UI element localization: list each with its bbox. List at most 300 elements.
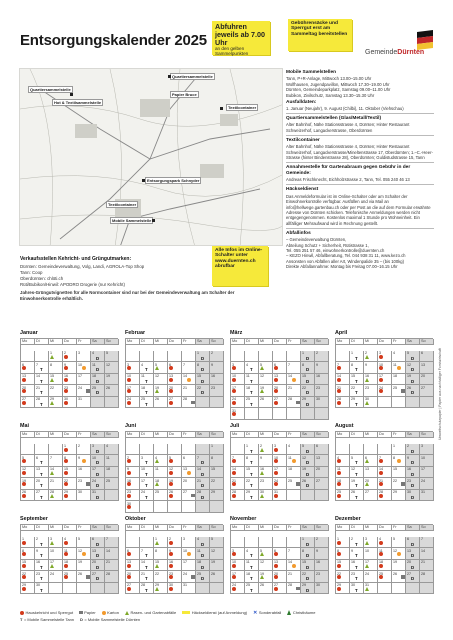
household-waste-marker (64, 552, 68, 556)
mobile-tann-code: T (145, 367, 148, 372)
day-number: 29 (64, 490, 68, 494)
day-cell (210, 351, 224, 363)
day-cell (315, 351, 329, 363)
day-cell (364, 351, 378, 363)
day-number: 20 (316, 467, 320, 471)
logo-text (365, 49, 424, 56)
mobile-tann-code: T (145, 471, 148, 477)
day-number: 26 (22, 490, 26, 494)
day-number: 15 (64, 467, 68, 471)
weekday-header: Mi (49, 339, 63, 345)
day-cell (210, 560, 224, 572)
day-cell (378, 351, 392, 363)
empty-cell (196, 501, 210, 513)
weekday-header: Mi (154, 525, 168, 531)
day-cell (154, 490, 168, 502)
household-waste-marker (337, 401, 341, 405)
day-number: 24 (274, 478, 278, 483)
empty-cell (392, 397, 406, 409)
day-number: 16 (407, 467, 411, 471)
household-waste-marker (169, 575, 173, 579)
day-number: 23 (351, 571, 355, 576)
day-cell (378, 455, 392, 467)
mobile-tann-code: T (250, 401, 253, 407)
month-grid (230, 338, 328, 420)
month-2 (230, 330, 328, 420)
day-cell (378, 374, 392, 386)
household-waste-marker (232, 366, 236, 370)
day-number: 3 (92, 444, 94, 448)
day-cell (168, 548, 182, 560)
day-cell (392, 351, 406, 363)
weekday-header: Fr (392, 525, 406, 531)
household-waste-marker (274, 366, 278, 370)
day-cell (182, 397, 196, 409)
day-number: 16 (169, 560, 173, 564)
day-cell (105, 455, 119, 467)
day-cell (140, 385, 154, 397)
day-cell (392, 560, 406, 572)
mobile-tann-code: T (40, 541, 43, 547)
day-cell (77, 560, 91, 572)
day-cell (105, 571, 119, 583)
day-number: 22 (302, 385, 306, 390)
day-cell (301, 444, 315, 456)
day-cell (231, 571, 245, 583)
day-cell (140, 374, 154, 386)
day-cell (245, 467, 259, 479)
empty-cell (231, 351, 245, 363)
day-number: 22 (64, 478, 68, 483)
mobile-line: Tann, P+R-Anlage, Mittwoch 13.00–15.00 Uhr (286, 76, 372, 82)
household-waste-marker (232, 482, 236, 486)
day-cell (196, 537, 210, 549)
mobile-tann-code: T (145, 494, 148, 500)
day-cell (105, 362, 119, 374)
day-cell (168, 560, 182, 572)
day-cell (315, 467, 329, 479)
household-waste-marker (22, 587, 26, 591)
day-cell (196, 490, 210, 502)
day-cell (287, 385, 301, 397)
household-waste-marker (127, 552, 131, 556)
weekday-header: Mi (49, 525, 63, 531)
green-waste-marker (50, 355, 54, 359)
day-number: 18 (393, 374, 397, 378)
weekday-header: Mi (364, 525, 378, 531)
mobile-tann-code: T (145, 576, 148, 581)
day-number: 27 (421, 385, 425, 390)
day-cell (231, 467, 245, 479)
day-cell (196, 560, 210, 572)
day-cell (301, 385, 315, 397)
day-number: 11 (64, 548, 68, 553)
household-waste-marker (274, 389, 278, 393)
day-number: 23 (407, 478, 411, 483)
day-number: 14 (288, 374, 292, 378)
day-cell (350, 537, 364, 549)
day-number: 30 (365, 397, 369, 401)
paper-marker (86, 482, 90, 486)
household-waste-marker (169, 389, 173, 393)
day-cell (154, 467, 168, 479)
empty-cell (196, 583, 210, 595)
day-number: 7 (141, 548, 143, 553)
day-cell (420, 467, 434, 479)
day-number: 25 (246, 583, 250, 587)
paper-marker (401, 575, 405, 579)
green-waste-marker (365, 401, 369, 405)
day-cell (182, 571, 196, 583)
day-cell (315, 362, 329, 374)
household-waste-marker (169, 564, 173, 568)
day-number: 19 (211, 560, 215, 564)
day-cell (91, 351, 105, 363)
day-cell (63, 444, 77, 456)
household-waste-marker (127, 459, 131, 463)
day-cell (182, 374, 196, 386)
day-cell (182, 583, 196, 595)
day-number: 3 (141, 455, 143, 460)
day-number: 14 (337, 374, 341, 378)
abfall-line: Abteilung Schutz + Sicherheit, Rütistrasse 1, (286, 242, 369, 248)
mobile-duernten-code: D (201, 471, 205, 477)
weekday-header: Fr (182, 525, 196, 531)
day-number: 17 (232, 385, 236, 390)
legend-label: Hauskehricht und Sperrgut (25, 610, 74, 615)
day-number: 9 (211, 362, 213, 367)
day-number: 7 (232, 455, 234, 460)
day-number: 22 (50, 385, 54, 390)
weekday-header: Mo (21, 339, 35, 345)
day-number: 19 (169, 478, 173, 483)
paper-marker (191, 575, 195, 579)
household-waste-marker (22, 471, 26, 475)
empty-cell (259, 408, 273, 420)
day-cell (364, 397, 378, 409)
green-waste-marker (155, 389, 159, 393)
empty-cell (287, 351, 301, 363)
green-waste-marker (50, 401, 54, 405)
day-cell (273, 583, 287, 595)
empty-cell (140, 537, 154, 549)
day-number: 14 (36, 374, 40, 378)
empty-cell (210, 397, 224, 409)
day-number: 3 (379, 351, 381, 355)
day-number: 7 (50, 455, 52, 460)
household-waste-marker (127, 505, 131, 509)
day-number: 10 (421, 455, 425, 460)
day-cell (287, 362, 301, 374)
weekday-header: Fr (392, 339, 406, 345)
weekday-header: Do (273, 525, 287, 531)
day-cell (168, 490, 182, 502)
legend (20, 609, 434, 623)
day-cell (182, 362, 196, 374)
day-cell (315, 374, 329, 386)
day-number: 21 (106, 560, 110, 564)
day-cell (406, 548, 420, 560)
day-cell (63, 385, 77, 397)
day-cell (364, 374, 378, 386)
day-cell (259, 478, 273, 490)
day-cell (420, 537, 434, 549)
weekday-header: Di (350, 525, 364, 531)
month-grid (20, 524, 118, 594)
month-name: September (20, 516, 48, 522)
mobile-duernten-code: D (201, 564, 205, 570)
day-cell (196, 455, 210, 467)
day-cell (168, 583, 182, 595)
day-number: 15 (50, 374, 54, 378)
day-number: 4 (64, 537, 66, 541)
household-waste-marker (232, 575, 236, 579)
day-cell (231, 408, 245, 420)
day-number: 21 (288, 385, 292, 390)
day-cell (49, 560, 63, 572)
legend-label: Papier (84, 610, 96, 615)
day-cell (336, 560, 350, 572)
day-cell (196, 548, 210, 560)
day-number: 28 (288, 397, 292, 401)
day-cell (301, 362, 315, 374)
empty-cell (378, 397, 392, 409)
green-waste-marker (155, 459, 159, 463)
weekday-header: Mo (231, 432, 245, 438)
day-cell (126, 560, 140, 572)
weekday-header: Di (35, 432, 49, 438)
mobile-duernten-code: D (306, 553, 310, 558)
household-waste-marker (337, 378, 341, 382)
day-number: 1 (302, 351, 304, 355)
day-number: 17 (379, 374, 383, 378)
day-number: 28 (50, 490, 54, 494)
day-cell (21, 490, 35, 502)
day-number: 11 (106, 455, 110, 460)
day-cell (126, 478, 140, 490)
cardboard-marker (292, 378, 296, 382)
day-number: 2 (169, 537, 171, 541)
weekday-header: Do (168, 432, 182, 438)
mobile-tann-code: T (250, 471, 253, 477)
day-number: 23 (316, 385, 320, 390)
day-cell (392, 467, 406, 479)
map-label: Entsorgungspark Schnyder (147, 178, 200, 183)
day-cell (196, 478, 210, 490)
tree-swatch-icon (287, 610, 291, 615)
day-cell (77, 362, 91, 374)
day-cell (301, 537, 315, 549)
day-number: 26 (260, 397, 264, 401)
legend-row (20, 609, 434, 616)
map-pin (142, 179, 145, 182)
empty-cell (273, 351, 287, 363)
household-waste-marker (274, 459, 278, 463)
day-cell (378, 362, 392, 374)
day-number: 6 (92, 537, 94, 541)
day-number: 26 (106, 385, 110, 390)
weekday-header: Sa (406, 432, 420, 438)
household-waste-marker (169, 401, 173, 405)
day-cell (273, 397, 287, 409)
day-cell (378, 467, 392, 479)
day-cell (210, 490, 224, 502)
day-cell (63, 467, 77, 479)
day-cell (301, 571, 315, 583)
collection-point-text: an den gelben Sammelpunkten (215, 46, 249, 57)
day-number: 25 (379, 571, 383, 576)
weekday-header: So (315, 525, 329, 531)
empty-cell (63, 583, 77, 595)
textil-heading: Textilcontainer (286, 137, 320, 143)
weekday-header: So (210, 339, 224, 345)
day-number: 12 (260, 560, 264, 564)
weekday-header: Mi (154, 339, 168, 345)
day-cell (35, 455, 49, 467)
divider (286, 113, 434, 114)
household-waste-marker (127, 378, 131, 382)
mobile-duernten-code: D (411, 390, 415, 395)
map-label: Mobile Sammelstelle (112, 218, 152, 223)
weekday-header: Mi (259, 432, 273, 438)
month-11 (335, 516, 433, 594)
day-cell (336, 548, 350, 560)
day-number: 5 (302, 444, 304, 448)
day-number: 21 (197, 478, 201, 483)
day-number: 13 (274, 560, 278, 564)
day-number: 11 (337, 467, 341, 471)
day-number: 5 (351, 455, 353, 460)
day-cell (350, 560, 364, 572)
day-cell (364, 478, 378, 490)
legend-item (287, 610, 315, 615)
day-cell (49, 374, 63, 386)
day-number: 15 (22, 560, 26, 564)
day-cell (91, 537, 105, 549)
weekday-header: Sa (406, 525, 420, 531)
day-cell (105, 351, 119, 363)
day-number: 9 (316, 362, 318, 367)
day-number: 11 (92, 362, 96, 367)
day-number: 12 (155, 374, 159, 378)
day-number: 29 (337, 583, 341, 587)
empty-cell (259, 537, 273, 549)
mobile-tann-code: T (40, 553, 43, 558)
empty-cell (182, 351, 196, 363)
mobile-duernten-code: D (201, 390, 205, 395)
green-waste-marker (50, 541, 54, 545)
day-number: 27 (316, 478, 320, 483)
day-number: 28 (141, 583, 145, 587)
day-cell (301, 397, 315, 409)
mobile-duernten-code: D (96, 460, 100, 465)
day-number: 6 (169, 362, 171, 367)
empty-cell (420, 397, 434, 409)
paper-marker (86, 575, 90, 579)
day-number: 11 (288, 455, 292, 460)
day-cell (231, 548, 245, 560)
day-cell (210, 444, 224, 456)
day-number: 3 (127, 362, 129, 367)
weekday-header: Do (63, 339, 77, 345)
green-waste-marker (155, 564, 159, 568)
household-waste-marker (64, 389, 68, 393)
day-cell (301, 467, 315, 479)
day-number: 20 (421, 374, 425, 378)
day-cell (350, 455, 364, 467)
household-waste-marker (232, 564, 236, 568)
day-number: 8 (22, 548, 24, 553)
mobile-duernten-code: D (411, 494, 415, 500)
empty-cell (182, 444, 196, 456)
green-waste-marker (260, 575, 264, 579)
day-number: 24 (421, 478, 425, 483)
month-grid (230, 524, 328, 594)
weekday-header: Do (168, 525, 182, 531)
day-cell (91, 385, 105, 397)
household-waste-marker (232, 587, 236, 591)
weekday-header: Di (245, 432, 259, 438)
day-number: 8 (302, 548, 304, 553)
month-6 (230, 423, 328, 501)
day-cell (301, 351, 315, 363)
day-cell (63, 351, 77, 363)
empty-cell (315, 490, 329, 502)
day-number: 26 (302, 478, 306, 483)
day-number: 15 (155, 560, 159, 564)
weekday-header: Fr (77, 525, 91, 531)
quartier-text: Alter Bahnhof, Nähe Stationsstrasse 4, Dürnten; Hinter Restaurant Schweizerhof, Langackerstrasse, Oberdürnten (286, 122, 410, 133)
day-cell (406, 490, 420, 502)
day-cell (406, 467, 420, 479)
day-cell (105, 478, 119, 490)
legend-item (20, 617, 74, 622)
day-cell (392, 490, 406, 502)
empty-cell (287, 408, 301, 420)
day-cell (406, 537, 420, 549)
day-number: 22 (211, 478, 215, 483)
mobile-duernten-code: D (306, 355, 310, 361)
weekday-header: Di (35, 525, 49, 531)
day-number: 24 (141, 490, 145, 494)
mobile-tann-code: T (145, 564, 148, 570)
month-grid (335, 524, 433, 594)
day-number: 14 (232, 467, 236, 471)
day-number: 1 (50, 351, 52, 355)
empty-cell (21, 351, 35, 363)
day-number: 21 (232, 478, 236, 483)
day-cell (420, 478, 434, 490)
day-number: 24 (127, 397, 131, 401)
day-cell (154, 583, 168, 595)
mobile-tann-code: T (355, 494, 358, 500)
day-cell (350, 397, 364, 409)
day-number: 5 (106, 351, 108, 355)
divider (286, 228, 434, 229)
green-waste-marker (50, 378, 54, 382)
mobile-duernten-code: D (96, 541, 100, 547)
weekday-header: Do (168, 339, 182, 345)
mobile-duernten-code: D (201, 553, 205, 558)
day-number: 12 (22, 467, 26, 471)
day-cell (406, 455, 420, 467)
legend-item (20, 610, 73, 615)
sales-line: Rüti/Bubikon/Hinwil: APODRO Drogerie (nur Kehricht) (20, 281, 125, 287)
day-number: 12 (302, 455, 306, 460)
day-cell (350, 385, 364, 397)
cardboard-marker (397, 366, 401, 370)
day-number: 10 (379, 362, 383, 367)
